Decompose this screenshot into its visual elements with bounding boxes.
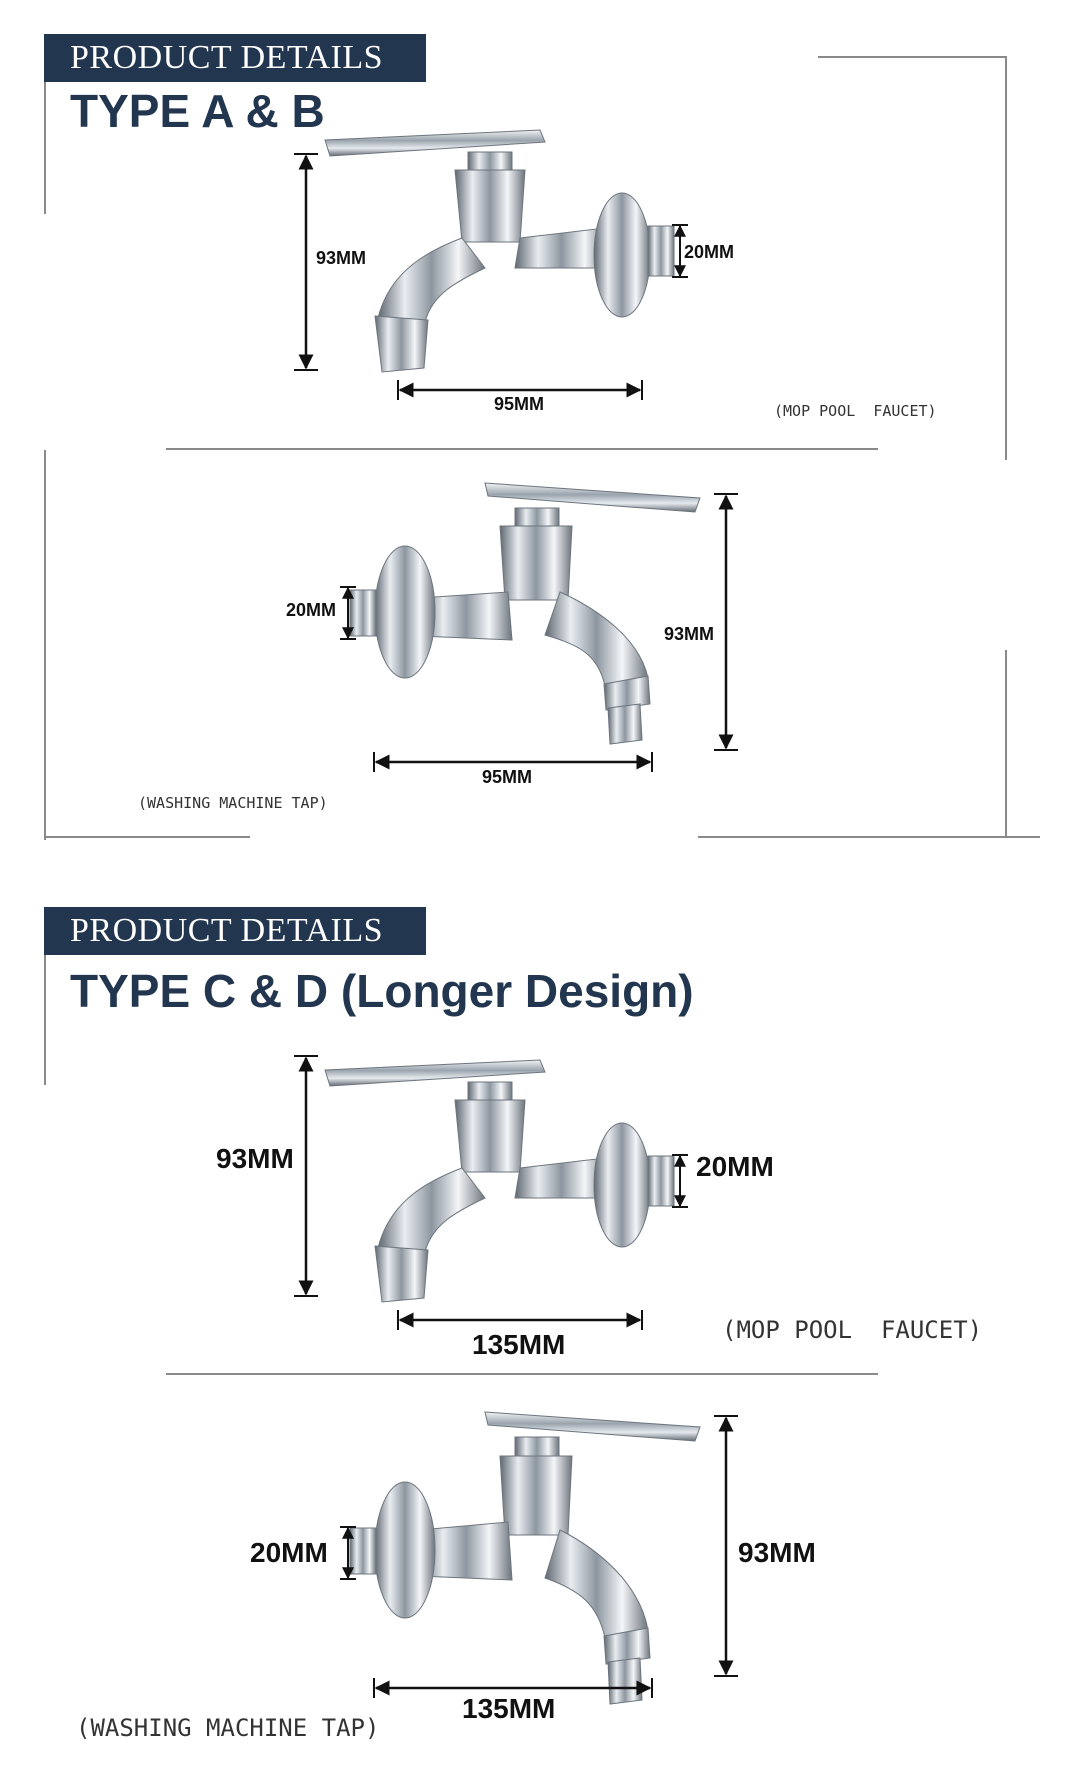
section-heading: TYPE C & D (Longer Design) [70,965,694,1017]
section-banner: PRODUCT DETAILS [44,34,426,82]
section-banner: PRODUCT DETAILS [44,907,426,955]
height-label: 93MM [664,624,715,644]
faucet-caption: (WASHING MACHINE TAP) [76,1714,380,1742]
faucet-illustration [350,1412,700,1704]
length-label: 135MM [462,1693,556,1724]
length-label: 95MM [494,394,545,414]
length-label: 135MM [472,1329,566,1360]
faucet-illustration [325,1060,674,1302]
faucet-caption: (MOP POOL FAUCET) [774,402,937,420]
height-label: 93MM [738,1537,816,1568]
faucet-figure-mop-pool-a [0,0,1080,440]
section-heading: TYPE A & B [70,85,325,137]
faucet-illustration [325,130,674,372]
faucet-figure-washing-b [0,440,1080,840]
inlet-label: 20MM [684,242,735,262]
faucet-caption: (WASHING MACHINE TAP) [138,794,328,812]
height-label: 93MM [216,1143,294,1174]
faucet-caption: (MOP POOL FAUCET) [722,1316,983,1344]
height-label: 93MM [316,248,367,268]
inlet-label: 20MM [250,1537,328,1568]
length-label: 95MM [482,767,533,787]
faucet-illustration [350,483,700,744]
divider-line [166,1373,878,1375]
inlet-label: 20MM [286,600,337,620]
inlet-label: 20MM [696,1151,774,1182]
